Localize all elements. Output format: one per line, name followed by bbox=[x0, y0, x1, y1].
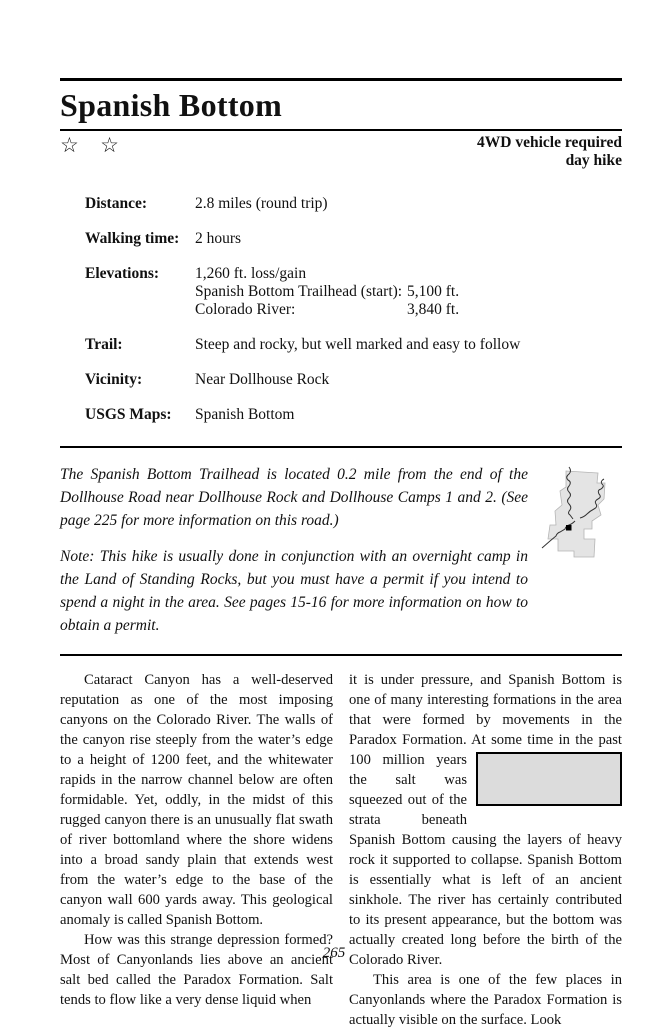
requirement-duration: day hike bbox=[565, 151, 622, 169]
spec-value bbox=[195, 265, 622, 319]
spec-label: Trail: bbox=[85, 336, 123, 353]
horizontal-rule-body bbox=[60, 654, 622, 656]
spec-label: Elevations: bbox=[85, 265, 160, 282]
body-text bbox=[60, 670, 622, 1030]
spec-label: Walking time: bbox=[85, 230, 180, 247]
requirement-vehicle: 4WD vehicle required bbox=[477, 134, 622, 151]
spec-value: 2 hours bbox=[195, 230, 242, 247]
elevation-value: 3,840 ft. bbox=[407, 301, 460, 318]
locator-map-icon bbox=[538, 465, 622, 571]
spec-row-elevations bbox=[85, 265, 622, 319]
spec-label: USGS Maps: bbox=[85, 406, 172, 423]
paragraph-with-figure bbox=[349, 670, 622, 970]
trailhead-notes bbox=[60, 463, 622, 637]
note-text bbox=[60, 463, 538, 637]
trailhead-marker bbox=[566, 525, 572, 531]
body-column-right bbox=[349, 670, 622, 1030]
note-permit: Note: This hike is usually done in conjunction with an overnight camp in the Land of Standing Rocks, but you must have a permit if you intend to spend a night in the area. See pages 15-16 for more information on how to obtain a permit. bbox=[60, 548, 528, 634]
hike-specs bbox=[85, 195, 622, 424]
page-number: 265 bbox=[322, 945, 346, 961]
elevation-row bbox=[195, 283, 622, 301]
horizontal-rule-mid bbox=[60, 446, 622, 448]
rating-stars-icon: ☆ ☆ bbox=[60, 133, 127, 157]
hike-requirements bbox=[477, 134, 622, 169]
note-access: The Spanish Bottom Trailhead is located 0.2 mile from the end of the Dollhouse Road near Dollhouse Rock and Dollhouse Camps 1 and 2. (See page 225 for more information on this road.) bbox=[60, 466, 528, 529]
paragraph: This area is one of the few places in Canyonlands where the Paradox Formation is actually visible on the surface. Look bbox=[349, 972, 622, 1028]
spec-row-distance bbox=[85, 195, 622, 213]
elevation-point: Colorado River: bbox=[195, 301, 296, 318]
spec-value: Near Dollhouse Rock bbox=[195, 371, 330, 388]
photo-placeholder bbox=[476, 752, 622, 806]
spec-row-vicinity bbox=[85, 371, 622, 389]
body-column-left bbox=[60, 670, 333, 1030]
horizontal-rule-under-title bbox=[60, 129, 622, 131]
subheader bbox=[60, 134, 622, 169]
elevation-row bbox=[195, 301, 622, 319]
paragraph: How was this strange depression formed? Most of Canyonlands lies above an ancient salt bed called the Paradox Formation. Salt tends to flow like a very dense liquid when bbox=[60, 932, 333, 1008]
spec-value: Steep and rocky, but well marked and easy to follow bbox=[195, 336, 521, 353]
paragraph-text: it is under pressure, and Spanish Bottom is one of many interesting formations in the area that were formed by movements in the Paradox Formation. At some time in the past 100 million years the salt was squeezed out of the strata beneath Spanish Bottom causing the layers of heavy rock it supported to collapse. Spanish Bottom is essentially what is left of an ancient sinkhole. The river has certainly contributed to its present appearance, but the bottom was actually created long before the birth of the Colorado River. bbox=[349, 672, 622, 968]
spec-row-trail bbox=[85, 336, 622, 354]
park-boundary-shape bbox=[548, 471, 605, 557]
paragraph: Cataract Canyon has a well-deserved reputation as one of the most imposing canyons on the Colorado River. The walls of the canyon rise steeply from the water’s edge to a height of 1200 feet, and the whitewater rapids in the narrow channel below are often formidable. Yet, oddly, in the midst of this rugged canyon there is an unusually flat swath of river bottomland where the shore widens into a broad sandy plain that extends west from the water’s edge to the base of the canyon wall 600 yards away. This geological anomaly is called Spanish Bottom. bbox=[60, 672, 333, 928]
elevation-summary: 1,260 ft. loss/gain bbox=[195, 265, 307, 282]
spec-value: 2.8 miles (round trip) bbox=[195, 195, 328, 212]
spec-row-usgs-maps bbox=[85, 406, 622, 424]
horizontal-rule-top bbox=[60, 78, 622, 81]
elevation-point: Spanish Bottom Trailhead (start): bbox=[195, 283, 403, 300]
elevation-value: 5,100 ft. bbox=[407, 283, 460, 300]
spec-value: Spanish Bottom bbox=[195, 406, 295, 423]
spec-row-walking-time bbox=[85, 230, 622, 248]
spec-label: Vicinity: bbox=[85, 371, 143, 388]
page-title: Spanish Bottom bbox=[60, 87, 283, 123]
spec-label: Distance: bbox=[85, 195, 147, 212]
